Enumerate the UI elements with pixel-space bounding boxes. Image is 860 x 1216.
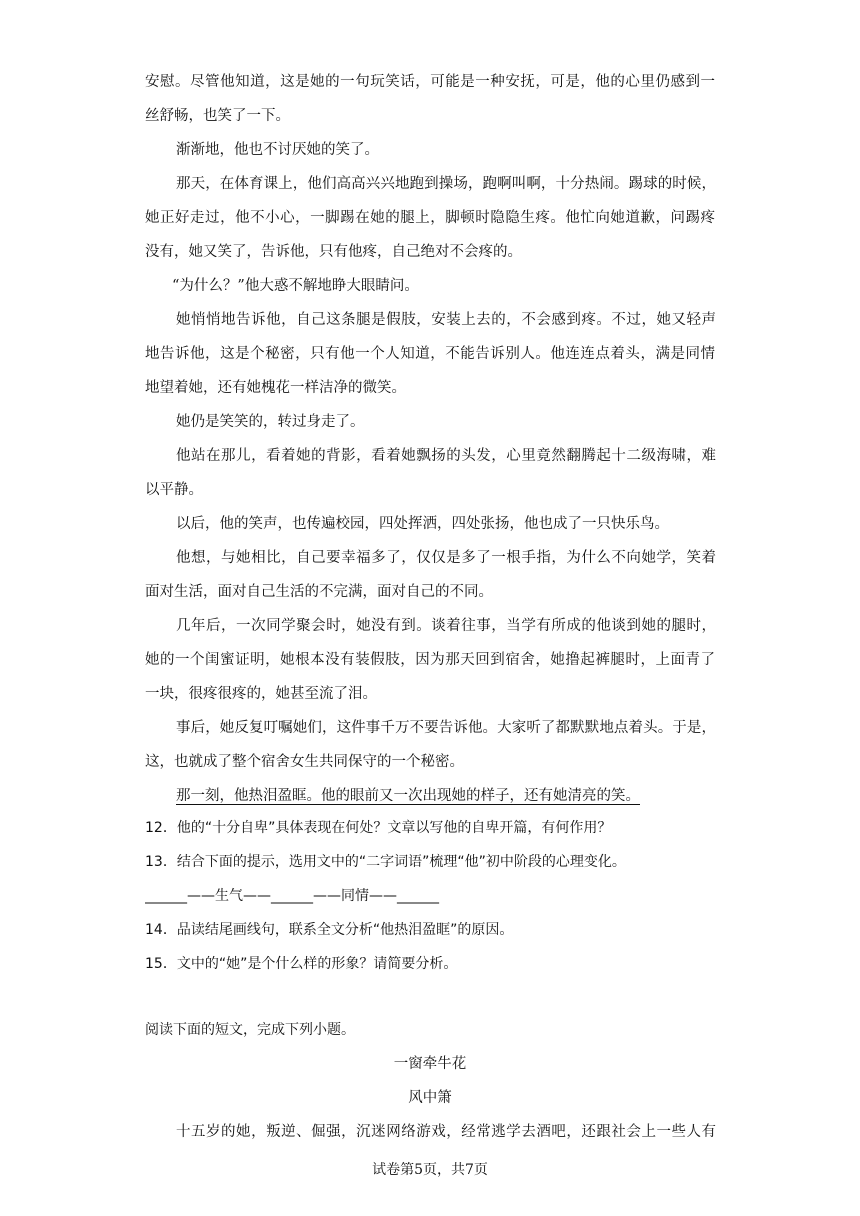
story-line: 渐渐地，他也不讨厌她的笑了。 bbox=[176, 142, 379, 158]
story-line: 她的一个闺蜜证明，她根本没有装假肢，因为那天回到宿舍，她撸起裤腿时，上面青了 bbox=[145, 652, 715, 668]
story-line: 那天，在体育课上，他们高高兴兴地跑到操场，跑啊叫啊，十分热闹。踢球的时候， bbox=[176, 176, 716, 192]
passage-first-line: 十五岁的她，叛逆、倔强，沉迷网络游戏，经常逃学去酒吧，还跟社会上一些人有 bbox=[176, 1124, 716, 1140]
story-line: 丝舒畅，也笑了一下。 bbox=[145, 108, 290, 124]
reading-instruction: 阅读下面的短文，完成下列小题。 bbox=[145, 1022, 355, 1038]
story-line: 一块，很疼很疼的，她甚至流了泪。 bbox=[145, 686, 377, 702]
story-line: 没有，她又笑了，告诉他，只有他疼，自己绝对不会疼的。 bbox=[145, 244, 522, 260]
story-line: 他站在那儿，看着她的背影，看着她飘扬的头发，心里竟然翻腾起十二级海啸，难 bbox=[176, 448, 716, 464]
story-line: 她仍是笑笑的，转过身走了。 bbox=[176, 414, 365, 430]
story-line: 这，也就成了整个宿舍女生共同保守的一个秘密。 bbox=[145, 754, 464, 770]
underlined-sentence: 那一刻，他热泪盈眶。他的眼前又一次出现她的样子，还有她清亮的笑。 bbox=[176, 788, 640, 804]
story-line: 她悄悄地告诉他，自己这条腿是假肢，安装上去的，不会感到疼。不过，她又轻声 bbox=[176, 312, 716, 328]
page-footer: 试卷第5页，共7页 bbox=[372, 1162, 488, 1178]
story-line: 事后，她反复叮嘱她们，这件事千万不要告诉他。大家听了都默默地点着头。于是， bbox=[176, 720, 716, 736]
question-12: 12．他的“十分自卑”具体表现在何处？文章以写他的自卑开篇，有何作用？ bbox=[145, 820, 612, 836]
question-13: 13．结合下面的提示，选用文中的“二字词语”梳理“他”初中阶段的心理变化。 bbox=[145, 854, 626, 870]
story-line: 她正好走过，他不小心，一脚踢在她的腿上，脚顿时隐隐生疼。他忙向她道歉，问踢疼 bbox=[145, 210, 715, 226]
story-line: “为什么？”他大惑不解地睁大眼睛问。 bbox=[172, 278, 419, 294]
story-line: 面对生活，面对自己生活的不完满，面对自己的不同。 bbox=[145, 584, 493, 600]
story-line: 以平静。 bbox=[145, 482, 203, 498]
story-line: 几年后，一次同学聚会时，她没有到。谈着往事，当学有所成的他谈到她的腿时， bbox=[176, 618, 716, 634]
story-line: 安慰。尽管他知道，这是她的一句玩笑话，可能是一种安抚，可是，他的心里仍感到一 bbox=[145, 74, 715, 90]
story-line: 地告诉他，这是个秘密，只有他一个人知道，不能告诉别人。他连连点着头，满是同情 bbox=[145, 346, 715, 362]
question-13-blanks: ______——生气——______——同情——______ bbox=[145, 888, 439, 904]
passage-author: 风中箫 bbox=[408, 1090, 452, 1106]
question-14: 14．品读结尾画线句，联系全文分析“他热泪盈眶”的原因。 bbox=[145, 922, 514, 938]
question-15: 15．文中的“她”是个什么样的形象？请简要分析。 bbox=[145, 956, 458, 972]
story-line: 地望着她，还有她槐花一样洁净的微笑。 bbox=[145, 380, 406, 396]
story-line: 他想，与她相比，自己要幸福多了，仅仅是多了一根手指，为什么不向她学，笑着 bbox=[176, 550, 716, 566]
story-line: 以后，他的笑声，也传遍校园，四处挥洒，四处张扬，他也成了一只快乐鸟。 bbox=[176, 516, 669, 532]
passage-title: 一窗牵牛花 bbox=[393, 1056, 467, 1072]
